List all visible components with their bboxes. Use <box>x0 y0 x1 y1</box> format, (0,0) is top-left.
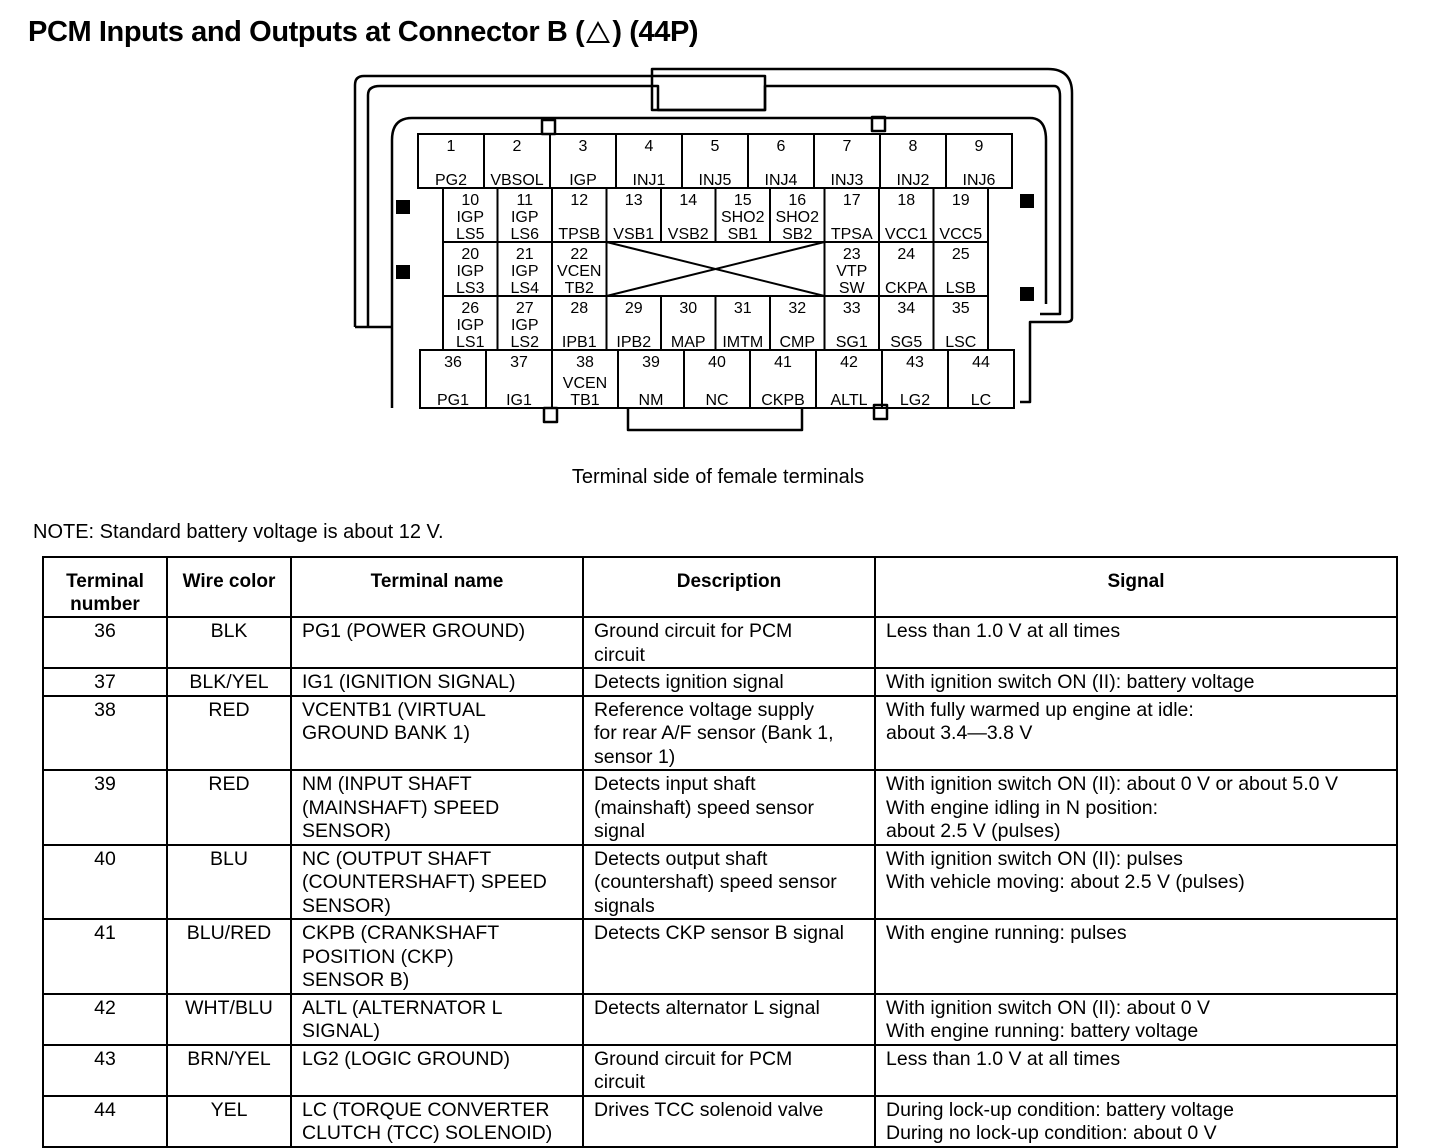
cell-line: signal <box>594 820 645 842</box>
cell-line: about 2.5 V (pulses) <box>886 820 1061 842</box>
cell-line: (mainshaft) speed sensor <box>594 796 815 819</box>
terminal-name-cell <box>291 994 583 1045</box>
tab-top-left <box>542 120 555 134</box>
terminal-number-cell: 41 <box>43 919 167 994</box>
signal-cell <box>875 617 1397 668</box>
terminal-number-cell: 43 <box>43 1045 167 1096</box>
pin-number: 28 <box>570 300 589 317</box>
pin-label: LS6 <box>510 226 539 243</box>
tab-bottom-left <box>544 408 557 422</box>
pin-number: 34 <box>897 300 916 317</box>
pin-label: CKPA <box>885 280 928 297</box>
cell-line: Reference voltage supply <box>594 698 815 721</box>
pin-label: SB1 <box>727 226 758 243</box>
cell-line: During no lock-up condition: about 0 V <box>886 1122 1217 1144</box>
pin-label: NC <box>705 392 729 409</box>
cell-line: Detects CKP sensor B signal <box>594 922 845 944</box>
pin-number: 12 <box>570 192 589 209</box>
cell-line: LG2 (LOGIC GROUND) <box>302 1047 511 1070</box>
cell-line: With ignition switch ON (II): about 0 V or about 5.0 V <box>886 773 1338 795</box>
pin-number: 23 <box>842 246 861 263</box>
description-cell <box>583 668 875 696</box>
pin-number: 27 <box>515 300 534 317</box>
cell-line: With fully warmed up engine at idle: <box>886 698 1194 721</box>
pin-number: 40 <box>708 354 726 371</box>
pin-label: IGP <box>456 263 485 280</box>
pin-number: 43 <box>906 354 924 371</box>
pin-number: 32 <box>788 300 807 317</box>
terminal-name-cell <box>291 845 583 920</box>
pin-label: IGP <box>510 209 539 226</box>
pin-number: 25 <box>951 246 970 263</box>
pin-number: 15 <box>733 192 752 209</box>
pin-label: LS1 <box>456 334 485 351</box>
terminal-name-cell <box>291 617 583 668</box>
description-cell <box>583 994 875 1045</box>
cell-line: Detects ignition signal <box>594 671 784 693</box>
terminal-table <box>42 556 1398 1148</box>
cell-line: SIGNAL) <box>302 1020 381 1042</box>
pin-label: VCEN <box>562 375 608 392</box>
signal-cell <box>875 696 1397 771</box>
table-row <box>43 1096 1397 1147</box>
pin-number: 30 <box>679 300 698 317</box>
pin-label: INJ2 <box>896 172 930 189</box>
pin-number: 6 <box>776 138 786 155</box>
wire-color-cell: WHT/BLU <box>167 994 291 1045</box>
pin-label: LSC <box>945 334 977 351</box>
pin-number: 33 <box>842 300 861 317</box>
pin-number: 17 <box>842 192 861 209</box>
terminal-name-cell <box>291 770 583 845</box>
cell-line: (COUNTERSHAFT) SPEED <box>302 871 547 893</box>
pin-number: 44 <box>972 354 990 371</box>
cell-line: NC (OUTPUT SHAFT <box>302 847 492 870</box>
cell-line: During lock-up condition: battery voltage <box>886 1098 1234 1121</box>
cell-line: PG1 (POWER GROUND) <box>302 620 526 642</box>
pin-label: SHO2 <box>720 209 765 226</box>
pin-number: 13 <box>624 192 643 209</box>
cell-line: With ignition switch ON (II): about 0 V <box>886 996 1211 1019</box>
pin-label: PG2 <box>434 172 468 189</box>
table-row <box>43 919 1397 994</box>
cell-line: Detects output shaft <box>594 847 768 870</box>
pin-label: LSB <box>945 280 976 297</box>
pin-label: TPSA <box>830 226 873 243</box>
pin-label: VCC5 <box>939 226 983 243</box>
pin-number: 24 <box>897 246 916 263</box>
cell-line: With engine idling in N position: <box>886 796 1159 819</box>
pin-number: 29 <box>624 300 643 317</box>
connector-diagram <box>0 0 1440 470</box>
pin-label: INJ6 <box>962 172 996 189</box>
pin-number: 20 <box>461 246 480 263</box>
wire-color-cell: BRN/YEL <box>167 1045 291 1096</box>
terminal-name-cell <box>291 1045 583 1096</box>
pin-label: VTP <box>836 263 868 280</box>
cell-line: Ground circuit for PCM <box>594 1047 793 1070</box>
pin-label: NM <box>638 392 664 409</box>
pin-label: INJ1 <box>632 172 666 189</box>
header-terminal-name: Terminal name <box>291 557 583 617</box>
wire-color-cell: BLU/RED <box>167 919 291 994</box>
pin-label: PG1 <box>436 392 470 409</box>
cell-line: signals <box>594 894 655 917</box>
cell-line: With engine running: battery voltage <box>886 1020 1199 1042</box>
terminal-number-cell: 36 <box>43 617 167 668</box>
pin-number: 42 <box>840 354 858 371</box>
lock-square-left-2 <box>396 265 410 279</box>
pin-label: CMP <box>779 334 816 351</box>
signal-cell <box>875 770 1397 845</box>
pin-number: 16 <box>788 192 807 209</box>
pin-label: VBSOL <box>490 172 544 189</box>
pin-number: 41 <box>774 354 792 371</box>
pin-label: IGP <box>510 263 539 280</box>
cell-line: circuit <box>594 1071 645 1093</box>
wire-color-cell: BLK <box>167 617 291 668</box>
pin-label: LG2 <box>899 392 931 409</box>
title-suffix: ) (44P) <box>612 16 699 48</box>
cell-line: ALTL (ALTERNATOR L <box>302 996 503 1019</box>
cell-line: Less than 1.0 V at all times <box>886 1047 1121 1070</box>
cell-line: NM (INPUT SHAFT <box>302 773 472 795</box>
pin-number: 21 <box>515 246 534 263</box>
cell-line: With ignition switch ON (II): battery voltage <box>886 671 1255 693</box>
pin-label: LS5 <box>456 226 485 243</box>
cell-line: CKPB (CRANKSHAFT <box>302 922 500 944</box>
cell-line: CLUTCH (TCC) SOLENOID) <box>302 1122 553 1144</box>
pin-number: 35 <box>951 300 970 317</box>
cell-line: SENSOR B) <box>302 969 410 991</box>
pin-number: 19 <box>951 192 970 209</box>
description-cell <box>583 770 875 845</box>
table-row <box>43 668 1397 696</box>
description-cell <box>583 1045 875 1096</box>
pin-number: 39 <box>642 354 660 371</box>
cell-line: POSITION (CKP) <box>302 945 454 968</box>
cell-line: sensor 1) <box>594 745 676 768</box>
pin-label: SB2 <box>782 226 813 243</box>
table-header-row <box>43 557 1397 617</box>
pin-number: 4 <box>644 138 654 155</box>
pin-label: VSB1 <box>613 226 655 243</box>
description-cell <box>583 617 875 668</box>
cell-line: With vehicle moving: about 2.5 V (pulses) <box>886 871 1245 893</box>
pin-label: LS4 <box>510 280 539 297</box>
signal-cell <box>875 1045 1397 1096</box>
pin-number: 2 <box>512 138 522 155</box>
cell-line: Ground circuit for PCM <box>594 620 793 642</box>
pin-label: SW <box>838 280 865 297</box>
description-cell <box>583 696 875 771</box>
cell-line: Detects alternator L signal <box>594 996 820 1019</box>
pin-label: IGP <box>510 317 539 334</box>
pin-label: VCC1 <box>884 226 928 243</box>
signal-cell <box>875 845 1397 920</box>
terminal-number-cell: 44 <box>43 1096 167 1147</box>
pin-number: 1 <box>446 138 456 155</box>
pin-label: LC <box>970 392 992 409</box>
cell-line: IG1 (IGNITION SIGNAL) <box>302 671 516 693</box>
pin-label: IG1 <box>506 392 532 409</box>
pin-label: LS3 <box>456 280 485 297</box>
pin-label: SG5 <box>890 334 923 351</box>
pin-number: 14 <box>679 192 698 209</box>
cell-line: VCENTB1 (VIRTUAL <box>302 698 486 721</box>
pin-label: INJ5 <box>698 172 732 189</box>
terminal-number-cell: 39 <box>43 770 167 845</box>
header-terminal-number: Terminal number <box>43 557 167 617</box>
pin-number: 18 <box>897 192 916 209</box>
pin-number: 22 <box>570 246 589 263</box>
cell-line: circuit <box>594 643 645 666</box>
pin-label: SG1 <box>835 334 868 351</box>
signal-cell <box>875 919 1397 994</box>
pin-label: IPB1 <box>561 334 597 351</box>
wire-color-cell: YEL <box>167 1096 291 1147</box>
pin-number: 5 <box>710 138 720 155</box>
terminal-number-cell: 40 <box>43 845 167 920</box>
description-cell <box>583 919 875 994</box>
terminal-name-cell <box>291 919 583 994</box>
wire-color-cell: BLK/YEL <box>167 668 291 696</box>
cell-line: Less than 1.0 V at all times <box>886 620 1121 642</box>
pin-number: 3 <box>578 138 588 155</box>
pin-number: 36 <box>444 354 462 371</box>
terminal-name-cell <box>291 668 583 696</box>
table-row <box>43 1045 1397 1096</box>
top-latch <box>652 76 765 110</box>
pin-label: TB2 <box>564 280 594 297</box>
lock-square-right-1 <box>1020 194 1034 208</box>
header-signal: Signal <box>875 557 1397 617</box>
cell-line: (countershaft) speed sensor <box>594 871 837 893</box>
wire-color-cell: RED <box>167 770 291 845</box>
bottom-key <box>628 408 802 430</box>
pin-label: TPSB <box>558 226 601 243</box>
pin-number: 9 <box>974 138 984 155</box>
header-description: Description <box>583 557 875 617</box>
cell-line: for rear A/F sensor (Bank 1, <box>594 722 834 744</box>
signal-cell <box>875 668 1397 696</box>
pin-label: ALTL <box>830 392 868 409</box>
cell-line: LC (TORQUE CONVERTER <box>302 1098 550 1121</box>
wire-color-cell: RED <box>167 696 291 771</box>
cell-line: about 3.4—3.8 V <box>886 722 1033 744</box>
cell-line: GROUND BANK 1) <box>302 722 470 744</box>
terminal-number-cell: 37 <box>43 668 167 696</box>
pin-label: IGP <box>456 209 485 226</box>
pin-label: IMTM <box>722 334 764 351</box>
signal-cell <box>875 1096 1397 1147</box>
cell-line: SENSOR) <box>302 894 391 917</box>
pin-label: INJ4 <box>764 172 798 189</box>
pin-number: 11 <box>516 192 534 209</box>
cell-line: Detects input shaft <box>594 773 756 795</box>
table-row <box>43 770 1397 845</box>
terminal-name-cell <box>291 1096 583 1147</box>
pin-number: 31 <box>733 300 752 317</box>
battery-voltage-note: NOTE: Standard battery voltage is about 12 V. <box>33 521 444 543</box>
wire-color-cell: BLU <box>167 845 291 920</box>
pin-label: IGP <box>456 317 485 334</box>
terminal-number-cell: 38 <box>43 696 167 771</box>
cell-line: (MAINSHAFT) SPEED <box>302 796 500 819</box>
signal-cell <box>875 994 1397 1045</box>
pin-label: MAP <box>670 334 706 351</box>
description-cell <box>583 845 875 920</box>
pin-number: 10 <box>461 192 480 209</box>
pin-label: IGP <box>569 172 597 189</box>
cell-line: SENSOR) <box>302 820 391 842</box>
pin-label: INJ3 <box>830 172 864 189</box>
pin-label: LS2 <box>510 334 539 351</box>
pin-label: VCEN <box>557 263 602 280</box>
description-cell <box>583 1096 875 1147</box>
table-row <box>43 696 1397 771</box>
pin-label: VSB2 <box>667 226 709 243</box>
lock-square-right-2 <box>1020 287 1034 301</box>
cell-line: With engine running: pulses <box>886 922 1127 944</box>
cell-line: With ignition switch ON (II): pulses <box>886 847 1183 870</box>
table-row <box>43 994 1397 1045</box>
terminal-number-cell: 42 <box>43 994 167 1045</box>
pin-number: 7 <box>842 138 852 155</box>
terminal-name-cell <box>291 696 583 771</box>
connector-caption: Terminal side of female terminals <box>571 466 865 488</box>
pin-number: 38 <box>576 354 594 371</box>
pin-label: IPB2 <box>616 334 652 351</box>
table-row <box>43 845 1397 920</box>
title-prefix: PCM Inputs and Outputs at Connector B ( <box>28 16 585 48</box>
pin-label: CKPB <box>761 392 805 409</box>
pin-label: TB1 <box>570 392 600 409</box>
header-wire-color: Wire color <box>167 557 291 617</box>
pin-number: 37 <box>510 354 528 371</box>
pin-label: SHO2 <box>775 209 820 226</box>
pin-number: 8 <box>908 138 918 155</box>
table-row <box>43 617 1397 668</box>
lock-square-left-1 <box>396 200 410 214</box>
cell-line: Drives TCC solenoid valve <box>594 1098 824 1121</box>
pin-number: 26 <box>461 300 480 317</box>
